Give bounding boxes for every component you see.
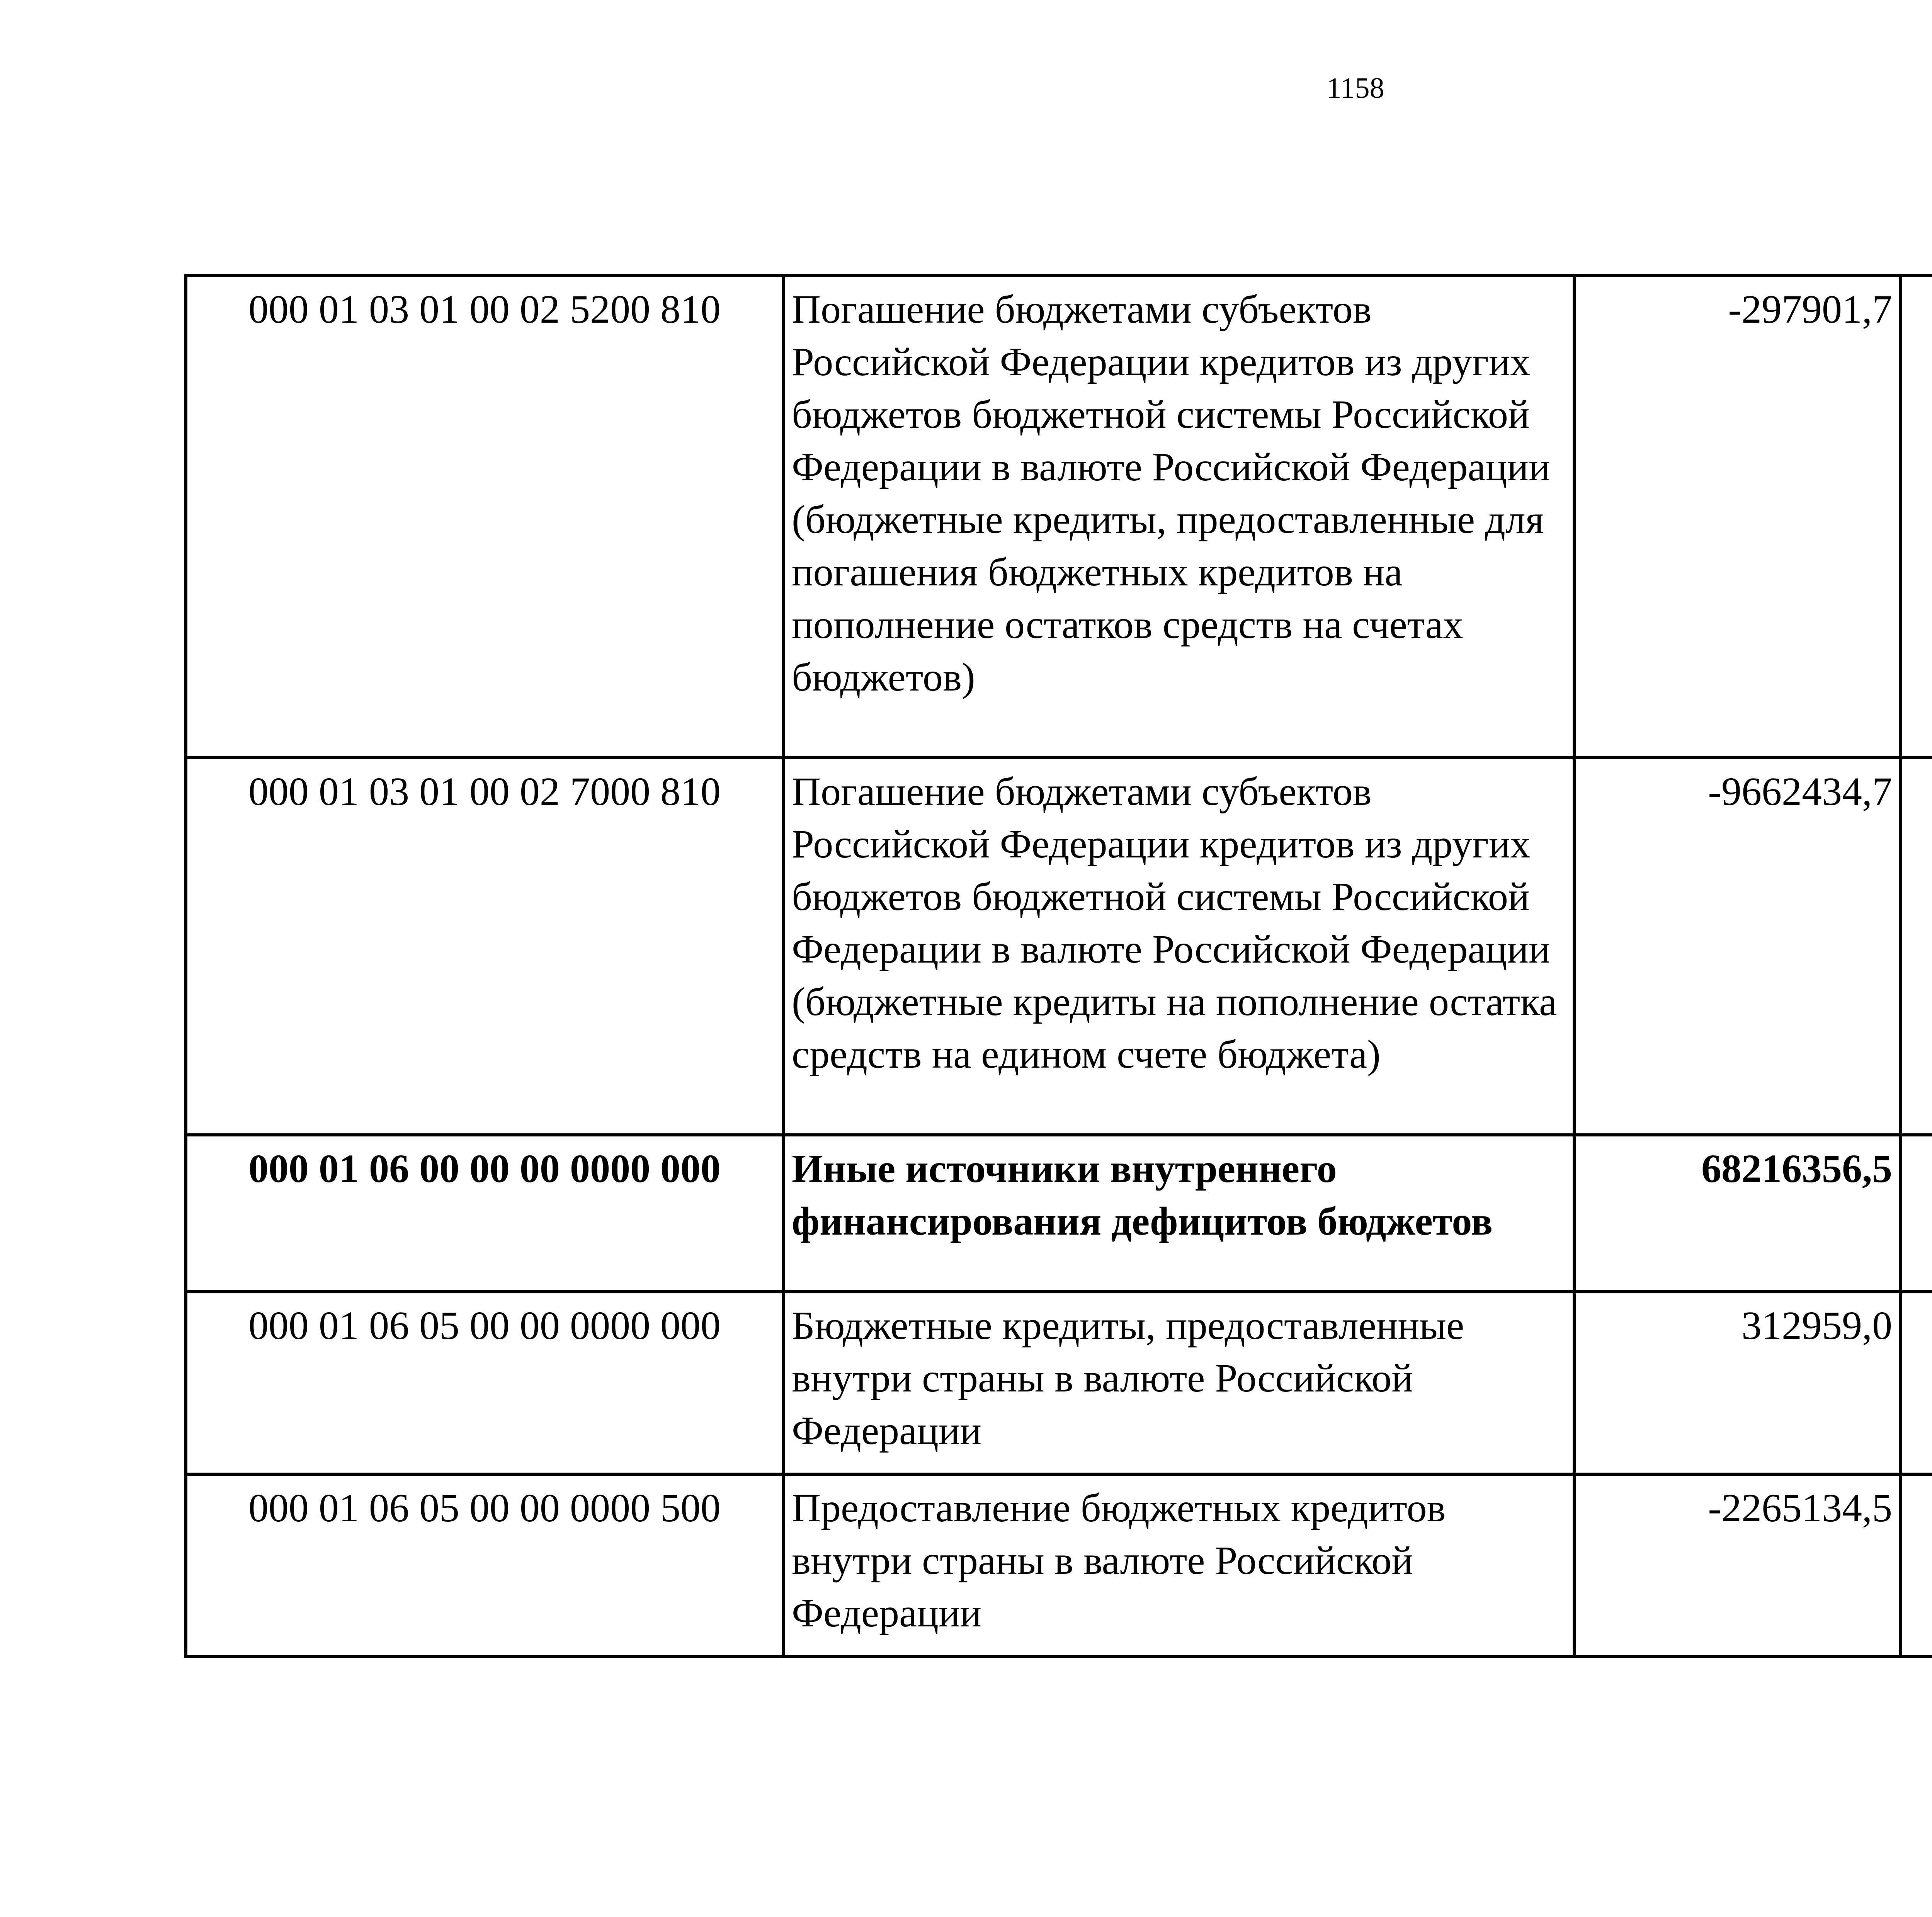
row-value-1: -9662434,7	[1574, 758, 1901, 1135]
row-code: 000 01 06 05 00 00 0000 000	[186, 1292, 783, 1474]
table-row-total	[186, 1135, 1932, 1292]
row-name: Погашение бюджетами субъектов Российской Федерации кредитов из других бюджетов бюджетной системы Российской Федерации в валюте Российской Федерации (бюджетные кредиты на пополнение остатка средств на едином счете бюджета)	[783, 758, 1574, 1135]
row-value-2	[1901, 1474, 1932, 1657]
budget-sources-table	[184, 274, 1932, 1658]
row-value-1: -2265134,5	[1574, 1474, 1901, 1657]
table-row	[186, 276, 1932, 758]
table-row	[186, 1474, 1932, 1657]
row-code: 000 01 06 05 00 00 0000 500	[186, 1474, 783, 1657]
row-value-2	[1901, 276, 1932, 758]
row-value-2	[1901, 758, 1932, 1135]
row-name: Погашение бюджетами субъектов Российской Федерации кредитов из других бюджетов бюджетной системы Российской Федерации в валюте Российской Федерации (бюджетные кредиты, предоставленные для погашения бюджетных кредитов на пополнение остатков средств на счетах бюджетов)	[783, 276, 1574, 758]
table-row	[186, 758, 1932, 1135]
table-row	[186, 1292, 1932, 1474]
row-value-1: 312959,0	[1574, 1292, 1901, 1474]
row-name: Бюджетные кредиты, предоставленные внутри страны в валюте Российской Федерации	[783, 1292, 1574, 1474]
row-value-1: 68216356,5	[1574, 1135, 1901, 1292]
page-number: 1158	[1327, 72, 1384, 104]
row-code: 000 01 03 01 00 02 7000 810	[186, 758, 783, 1135]
row-name: Иные источники внутреннего финансирования дефицитов бюджетов	[783, 1135, 1574, 1292]
row-value-2	[1901, 1292, 1932, 1474]
row-name: Предоставление бюджетных кредитов внутри страны в валюте Российской Федерации	[783, 1474, 1574, 1657]
row-value-2	[1901, 1135, 1932, 1292]
row-code: 000 01 06 00 00 00 0000 000	[186, 1135, 783, 1292]
row-value-1: -297901,7	[1574, 276, 1901, 758]
row-code: 000 01 03 01 00 02 5200 810	[186, 276, 783, 758]
